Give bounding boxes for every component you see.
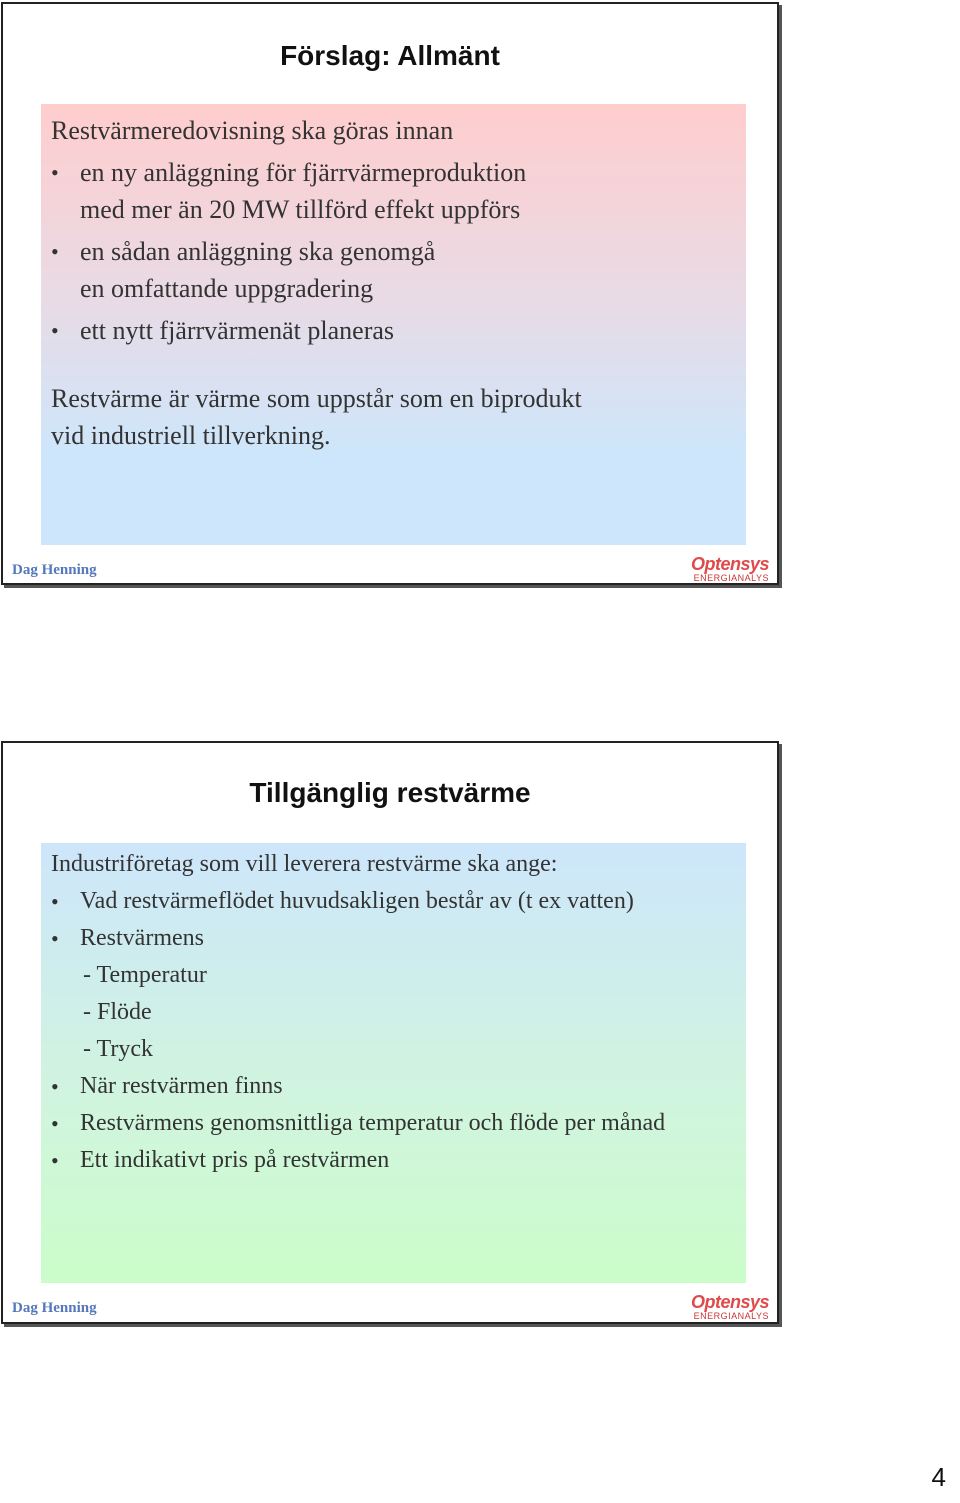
footer-author: Dag Henning [12, 562, 97, 578]
slide-1 [1, 2, 779, 585]
intro-text: Industriföretag som vill leverera restvärme ska ange: [51, 851, 558, 877]
content-panel [41, 104, 746, 545]
list-item-text: en ny anläggning för fjärrvärmeproduktion [80, 158, 527, 187]
intro-text: Restvärmeredovisning ska göras innan [51, 116, 454, 145]
paragraph-line: Restvärme är värme som uppstår som en biprodukt [51, 384, 582, 413]
slide-title: Tillgänglig restvärme [249, 777, 531, 808]
list-item-text: Restvärmens [80, 925, 204, 951]
bullet-icon: • [51, 239, 59, 264]
list-item [51, 1105, 736, 1142]
list-item-text: Ett indikativt pris på restvärmen [80, 1147, 390, 1173]
logo-wordmark: Optensys [690, 1292, 769, 1312]
slide-2 [1, 741, 779, 1324]
list-item-text: Restvärmens genomsnittliga temperatur och flöde per månad [80, 1110, 666, 1136]
company-logo [691, 1293, 769, 1321]
logo-tagline: ENERGIANALYS [693, 1311, 769, 1321]
list-item [51, 1142, 736, 1179]
bullet-icon: • [51, 1074, 59, 1099]
content-panel [41, 843, 746, 1283]
list-item-text: med mer än 20 MW tillförd effekt uppförs [80, 195, 521, 224]
sub-item: - Temperatur [83, 962, 207, 988]
bullet-icon: • [51, 160, 59, 185]
footer-author: Dag Henning [12, 1300, 97, 1316]
bullet-icon: • [51, 318, 59, 343]
paragraph [51, 380, 736, 454]
bullet-icon: • [51, 926, 59, 951]
company-logo [691, 555, 769, 583]
paragraph-line: vid industriell tillverkning. [51, 421, 331, 450]
list-item-text: en sådan anläggning ska genomgå [80, 237, 436, 266]
bullet-icon: • [51, 889, 59, 914]
list-item-text: ett nytt fjärrvärmenät planeras [80, 316, 395, 345]
list-item [51, 883, 736, 920]
slide-title: Förslag: Allmänt [280, 40, 500, 71]
page-number: 4 [931, 1462, 946, 1492]
list-item [51, 312, 736, 349]
bullet-icon: • [51, 1111, 59, 1136]
bullet-icon: • [51, 1148, 59, 1173]
sub-item: - Flöde [83, 999, 152, 1025]
list-item-text: När restvärmen finns [80, 1073, 283, 1099]
list-item [51, 154, 736, 228]
list-item-text: Vad restvärmeflödet huvudsakligen består av (t ex vatten) [80, 888, 634, 914]
list-item [51, 920, 736, 957]
list-item [51, 233, 736, 307]
list-item [51, 1068, 736, 1105]
logo-wordmark: Optensys [690, 554, 769, 574]
sub-item: - Tryck [83, 1036, 154, 1062]
logo-tagline: ENERGIANALYS [693, 573, 769, 583]
list-item-text: en omfattande uppgradering [80, 274, 374, 303]
